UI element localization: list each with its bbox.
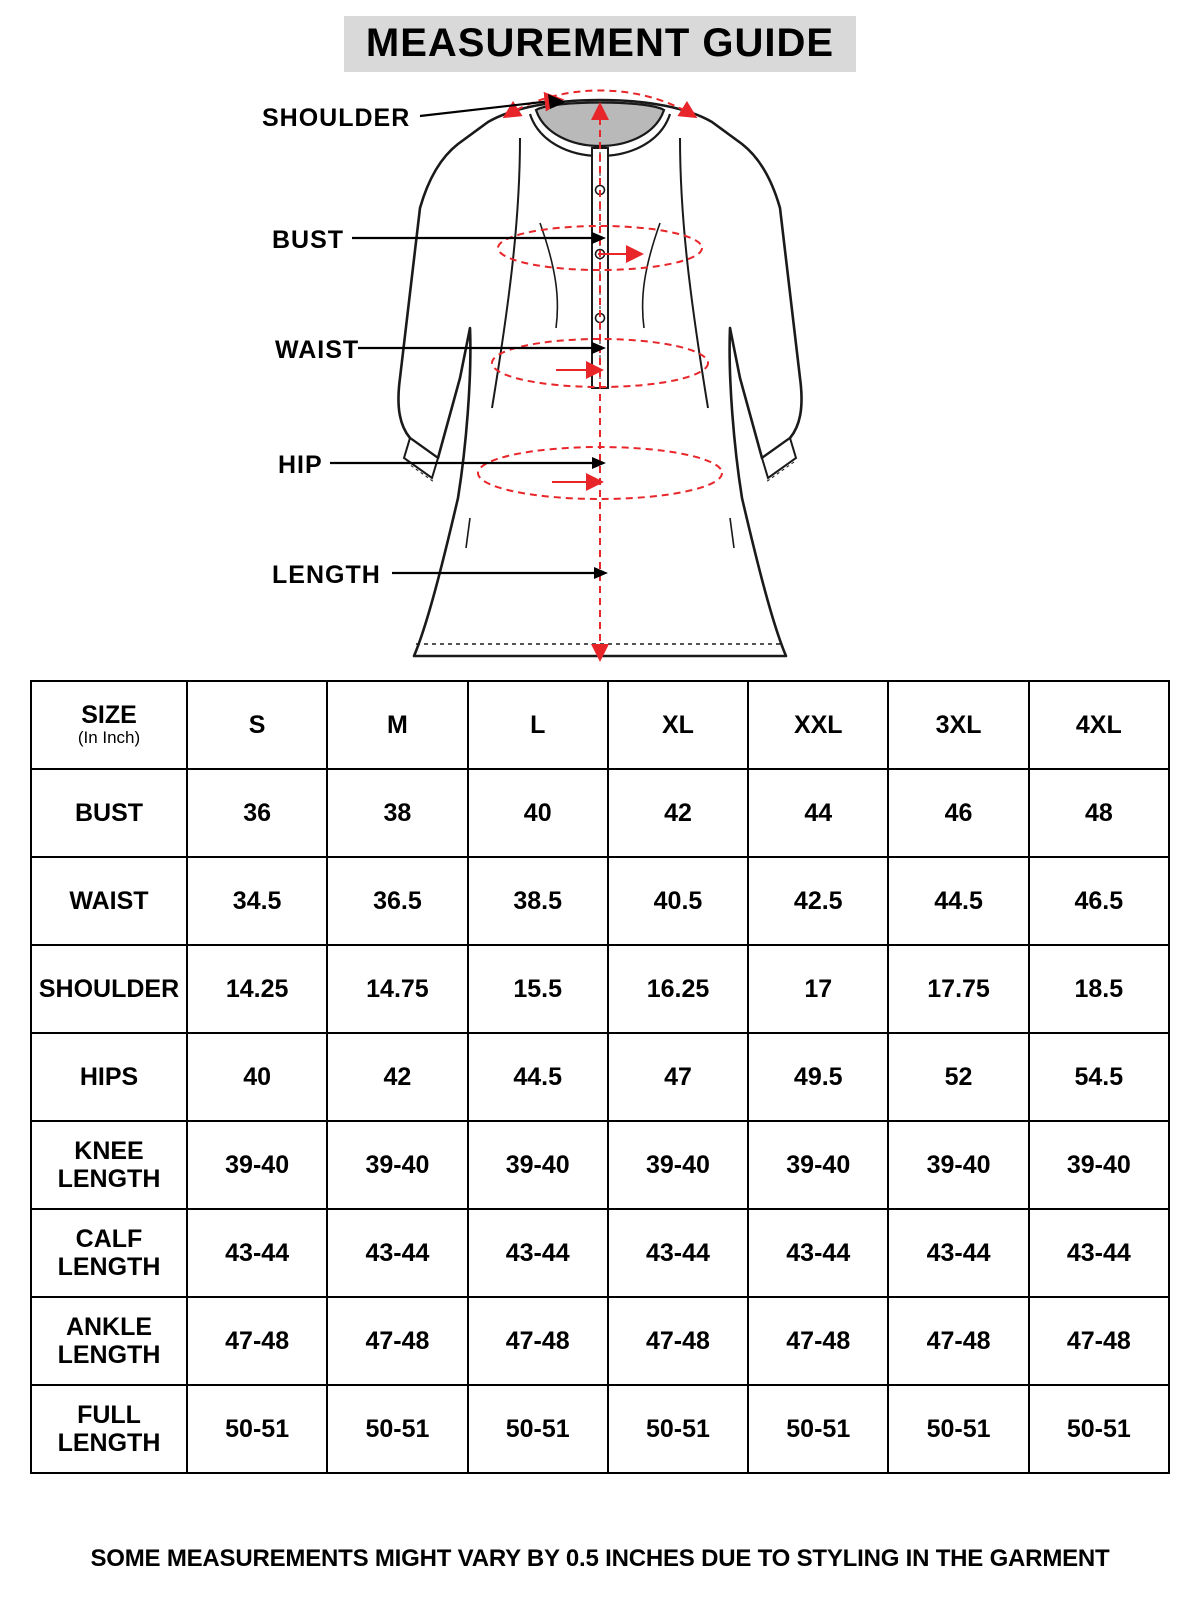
cell-calf-m: 43-44 xyxy=(327,1209,467,1297)
cell-ankle-l: 47-48 xyxy=(468,1297,608,1385)
cell-knee-xxl: 39-40 xyxy=(748,1121,888,1209)
cell-bust-xxl: 44 xyxy=(748,769,888,857)
cell-knee-l: 39-40 xyxy=(468,1121,608,1209)
cell-waist-3xl: 44.5 xyxy=(888,857,1028,945)
measurement-disclaimer: SOME MEASUREMENTS MIGHT VARY BY 0.5 INCHES DUE TO STYLING IN THE GARMENT xyxy=(90,1545,1110,1572)
cell-hips-m: 42 xyxy=(327,1033,467,1121)
cell-shoulder-3xl: 17.75 xyxy=(888,945,1028,1033)
size-header-cell xyxy=(31,681,187,769)
table-row xyxy=(31,945,1169,1033)
cell-hips-xl: 47 xyxy=(608,1033,748,1121)
cell-bust-4xl: 48 xyxy=(1029,769,1169,857)
cell-full-4xl: 50-51 xyxy=(1029,1385,1169,1473)
cell-bust-m: 38 xyxy=(327,769,467,857)
cell-hips-4xl: 54.5 xyxy=(1029,1033,1169,1121)
table-row xyxy=(31,1033,1169,1121)
cell-full-3xl: 50-51 xyxy=(888,1385,1028,1473)
cell-ankle-xl: 47-48 xyxy=(608,1297,748,1385)
cell-shoulder-l: 15.5 xyxy=(468,945,608,1033)
size-chart-table xyxy=(30,680,1170,1474)
cell-waist-s: 34.5 xyxy=(187,857,327,945)
label-length: LENGTH xyxy=(272,561,381,589)
cell-hips-3xl: 52 xyxy=(888,1033,1028,1121)
cell-full-l: 50-51 xyxy=(468,1385,608,1473)
row-label-waist: WAIST xyxy=(31,857,187,945)
cell-shoulder-xxl: 17 xyxy=(748,945,888,1033)
label-shoulder: SHOULDER xyxy=(262,104,411,132)
row-label-knee-length: KNEE LENGTH xyxy=(31,1121,187,1209)
row-label-hips: HIPS xyxy=(31,1033,187,1121)
column-header-4xl: 4XL xyxy=(1029,681,1169,769)
cell-hips-xxl: 49.5 xyxy=(748,1033,888,1121)
column-header-xl: XL xyxy=(608,681,748,769)
column-header-m: M xyxy=(327,681,467,769)
row-label-shoulder: SHOULDER xyxy=(31,945,187,1033)
cell-waist-xl: 40.5 xyxy=(608,857,748,945)
cell-shoulder-m: 14.75 xyxy=(327,945,467,1033)
cell-calf-4xl: 43-44 xyxy=(1029,1209,1169,1297)
row-label-calf-length: CALF LENGTH xyxy=(31,1209,187,1297)
garment-svg xyxy=(0,78,1200,678)
cell-calf-l: 43-44 xyxy=(468,1209,608,1297)
cell-full-s: 50-51 xyxy=(187,1385,327,1473)
label-bust: BUST xyxy=(272,226,345,254)
table-row xyxy=(31,1297,1169,1385)
cell-waist-m: 36.5 xyxy=(327,857,467,945)
cell-ankle-s: 47-48 xyxy=(187,1297,327,1385)
cell-shoulder-s: 14.25 xyxy=(187,945,327,1033)
cell-full-m: 50-51 xyxy=(327,1385,467,1473)
cell-calf-s: 43-44 xyxy=(187,1209,327,1297)
label-waist: WAIST xyxy=(275,336,360,364)
cell-knee-4xl: 39-40 xyxy=(1029,1121,1169,1209)
cell-calf-xxl: 43-44 xyxy=(748,1209,888,1297)
cell-shoulder-xl: 16.25 xyxy=(608,945,748,1033)
cell-shoulder-4xl: 18.5 xyxy=(1029,945,1169,1033)
cell-ankle-4xl: 47-48 xyxy=(1029,1297,1169,1385)
size-chart-table-container xyxy=(30,680,1170,1474)
cell-knee-m: 39-40 xyxy=(327,1121,467,1209)
cell-calf-xl: 43-44 xyxy=(608,1209,748,1297)
cell-full-xl: 50-51 xyxy=(608,1385,748,1473)
cell-knee-3xl: 39-40 xyxy=(888,1121,1028,1209)
cell-waist-l: 38.5 xyxy=(468,857,608,945)
table-row xyxy=(31,1209,1169,1297)
column-header-3xl: 3XL xyxy=(888,681,1028,769)
cell-bust-l: 40 xyxy=(468,769,608,857)
column-header-l: L xyxy=(468,681,608,769)
label-hip: HIP xyxy=(278,451,323,479)
row-label-bust: BUST xyxy=(31,769,187,857)
row-label-full-length: FULL LENGTH xyxy=(31,1385,187,1473)
table-row xyxy=(31,1121,1169,1209)
cell-knee-xl: 39-40 xyxy=(608,1121,748,1209)
page-title-container xyxy=(0,0,1200,72)
cell-bust-s: 36 xyxy=(187,769,327,857)
column-header-s: S xyxy=(187,681,327,769)
cell-ankle-xxl: 47-48 xyxy=(748,1297,888,1385)
table-header-row xyxy=(31,681,1169,769)
cell-knee-s: 39-40 xyxy=(187,1121,327,1209)
row-label-ankle-length: ANKLE LENGTH xyxy=(31,1297,187,1385)
cell-bust-xl: 42 xyxy=(608,769,748,857)
cell-hips-s: 40 xyxy=(187,1033,327,1121)
table-row xyxy=(31,1385,1169,1473)
garment-illustration xyxy=(0,78,1200,678)
cell-bust-3xl: 46 xyxy=(888,769,1028,857)
cell-ankle-3xl: 47-48 xyxy=(888,1297,1028,1385)
column-header-xxl: XXL xyxy=(748,681,888,769)
table-row xyxy=(31,857,1169,945)
cell-full-xxl: 50-51 xyxy=(748,1385,888,1473)
size-header-title: SIZE xyxy=(81,700,137,729)
cell-ankle-m: 47-48 xyxy=(327,1297,467,1385)
size-header-unit: (In Inch) xyxy=(77,727,141,747)
page-title: MEASUREMENT GUIDE xyxy=(344,16,856,72)
cell-calf-3xl: 43-44 xyxy=(888,1209,1028,1297)
table-row xyxy=(31,769,1169,857)
cell-hips-l: 44.5 xyxy=(468,1033,608,1121)
cell-waist-xxl: 42.5 xyxy=(748,857,888,945)
cell-waist-4xl: 46.5 xyxy=(1029,857,1169,945)
